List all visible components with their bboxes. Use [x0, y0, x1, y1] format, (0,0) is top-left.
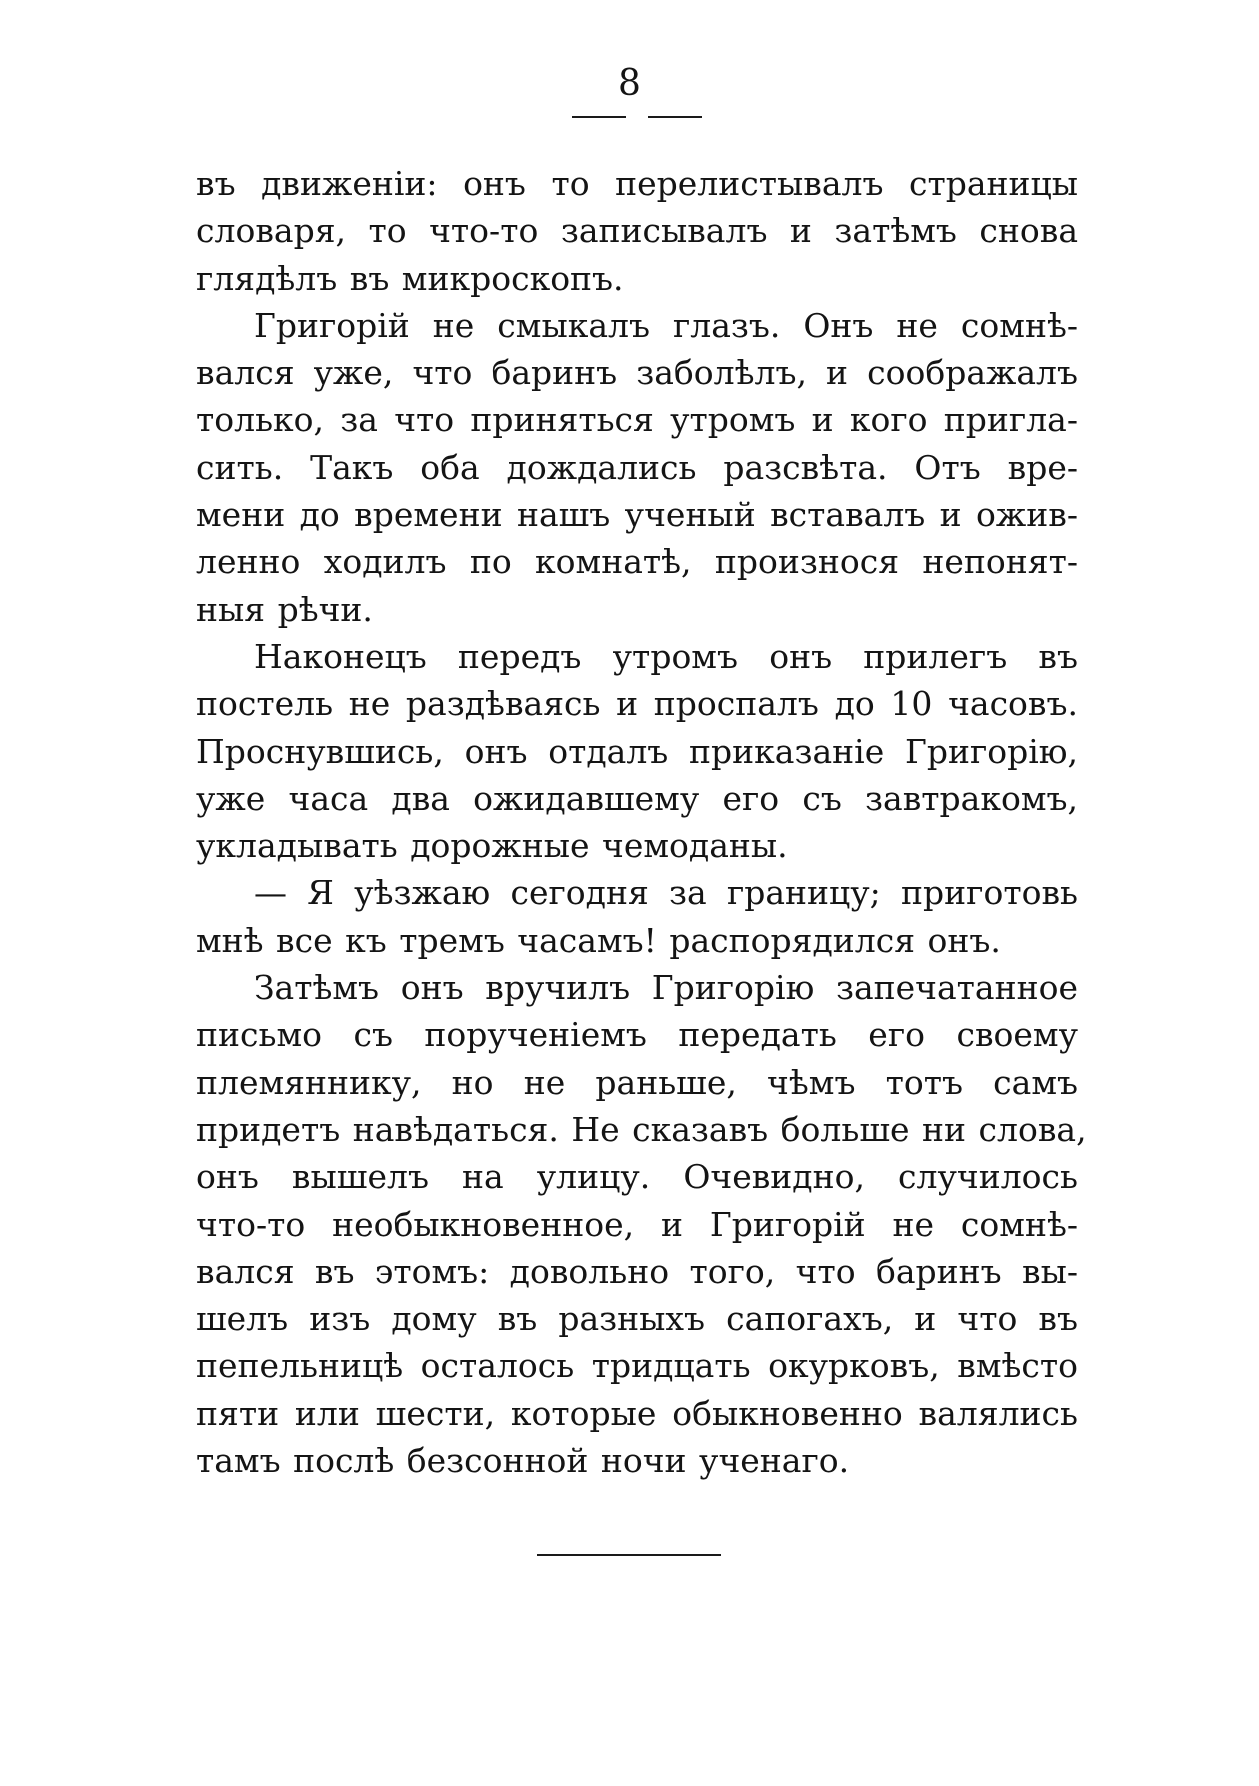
- header-rule-left: [572, 116, 626, 118]
- text-line: сить. Такъ оба дождались разсвѣта. Отъ вре-: [196, 447, 1078, 487]
- text-line: въ движенiи: онъ то перелистывалъ страницы: [196, 164, 1078, 203]
- text-line: словаря, то что-то записывалъ и затѣмъ снова: [196, 211, 1078, 251]
- text-line: онъ вышелъ на улицу. Очевидно, случилось: [196, 1157, 1078, 1197]
- paragraph: [196, 964, 1087, 1484]
- text-line: мени до времени нашъ ученый вставалъ и ожив-: [196, 495, 1078, 535]
- text-line: ленно ходилъ по комнатѣ, произнося непонят-: [196, 542, 1078, 582]
- header-rule-right: [648, 116, 702, 118]
- text-line: что-то необыкновенное, и Григорiй не сомнѣ-: [196, 1204, 1078, 1244]
- text-line: мнѣ все къ тремъ часамъ! распорядился онъ.: [196, 920, 1001, 960]
- paragraph: [196, 160, 1078, 302]
- text-line: письмо съ порученiемъ передать его своему: [196, 1015, 1078, 1055]
- text-line: постель не раздѣваясь и проспалъ до 10 часовъ.: [196, 684, 1078, 724]
- text-line: Затѣмъ онъ вручилъ Григорiю запечатанное: [254, 968, 1078, 1008]
- paragraph: [196, 633, 1078, 869]
- paragraph: [196, 869, 1078, 964]
- text-line: ныя рѣчи.: [196, 589, 373, 629]
- text-line: укладывать дорожные чемоданы.: [196, 826, 788, 866]
- text-line: шелъ изъ дому въ разныхъ сапогахъ, и что въ: [196, 1299, 1078, 1339]
- text-line: тамъ послѣ безсонной ночи ученаго.: [196, 1441, 850, 1481]
- text-line: пепельницѣ осталось тридцать окурковъ, вмѣсто: [196, 1346, 1078, 1386]
- footer-rule: [537, 1554, 721, 1556]
- text-line: уже часа два ожидавшему его съ завтракомъ,: [196, 778, 1078, 818]
- text-line: — Я уѣзжаю сегодня за границу; приготовь: [254, 873, 1078, 913]
- body-text: [196, 160, 1087, 1484]
- text-line: пяти или шести, которые обыкновенно валялись: [196, 1393, 1078, 1433]
- page-number: 8: [618, 63, 641, 104]
- text-line: придетъ навѣдаться. Не сказавъ больше ни слова,: [196, 1109, 1087, 1149]
- text-line: Наконецъ передъ утромъ онъ прилегъ въ: [254, 636, 1078, 676]
- text-line: Проснувшись, онъ отдалъ приказанiе Григорiю,: [196, 731, 1078, 771]
- text-line: вался уже, что баринъ заболѣлъ, и соображалъ: [196, 353, 1078, 393]
- text-line: вался въ этомъ: довольно того, что баринъ вы-: [196, 1251, 1078, 1291]
- paragraph: [196, 302, 1078, 633]
- text-line: Григорiй не смыкалъ глазъ. Онъ не сомнѣ-: [254, 305, 1078, 345]
- text-line: только, за что приняться утромъ и кого пригла-: [196, 400, 1078, 440]
- text-line: племяннику, но не раньше, чѣмъ тотъ самъ: [196, 1062, 1078, 1102]
- text-line: глядѣлъ въ микроскопъ.: [196, 258, 624, 298]
